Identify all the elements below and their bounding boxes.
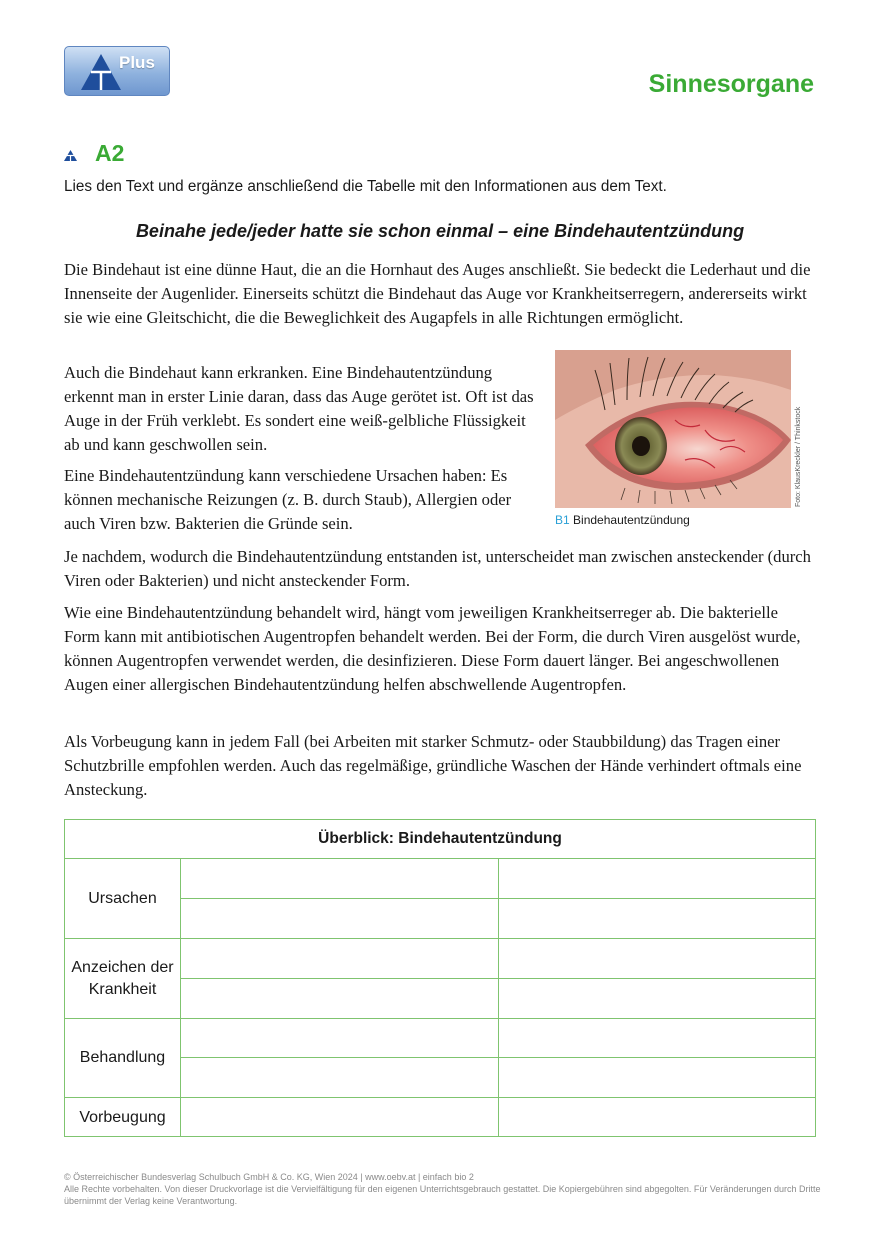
- paragraph-4: Je nachdem, wodurch die Bindehautentzündung entstanden ist, unterscheidet man zwischen ansteckender (durch Viren oder Bakterien) und nicht ansteckender Form.: [64, 547, 811, 590]
- article-heading: Beinahe jede/jeder hatte sie schon einmal – eine Bindehautentzündung: [135, 221, 745, 241]
- figure-number: B1: [555, 513, 570, 527]
- answer-cell[interactable]: [181, 1058, 498, 1097]
- footer-copyright: © Österreichischer Bundesverlag Schulbuch GmbH & Co. KG, Wien 2024 | www.oebv.at | einfach bio 2: [64, 1172, 474, 1182]
- paragraph-2: Auch die Bindehaut kann erkranken. Eine Bindehautentzündung erkennt man in erster Linie daran, dass das Auge gerötet ist. Oft ist das Auge in der Früh verklebt. Es sondert eine weiß-gelbliche Flüssigkeit ab und kann geschwollen sein.: [64, 363, 534, 454]
- paragraph-3: Eine Bindehautentzündung kann verschiedene Ursachen haben: Es können mechanische Reizungen (z. B. durch Staub), Allergien oder auch Viren bzw. Bakterien die Gründe sein.: [64, 466, 512, 533]
- footer-rights: Alle Rechte vorbehalten. Von dieser Druckvorlage ist die Vervielfältigung für den eigenen Unterrichtsgebrauch gestattet. Die Kopiergebühren sind abgegolten. Für Veränderungen durch Dritte übernimmt der Verlag keine Verantwortung.: [64, 1184, 821, 1206]
- answer-cell[interactable]: [181, 979, 498, 1018]
- answer-cell[interactable]: [499, 1058, 816, 1097]
- row-label-ursachen: Ursachen: [88, 889, 157, 907]
- overview-table: [64, 819, 816, 1137]
- answer-cell[interactable]: [499, 899, 816, 938]
- paragraph-5: Wie eine Bindehautentzündung behandelt wird, hängt vom jeweiligen Krankheitserreger ab. Die bakterielle Form kann mit antibiotischen Augentropfen behandelt werden. Bei der Form, die durch Viren ausgelöst wurde, können Augentropfen verwendet werden, die desinfizieren. Diese Form dauert länger. Bei angeschwollenen Augen einer allergischen Bindehautentzündung helfen abschwellende Augentropfen.: [64, 603, 801, 694]
- row-label-anzeichen: Anzeichen der Krankheit: [71, 958, 174, 998]
- answer-cell[interactable]: [181, 859, 498, 898]
- answer-cell[interactable]: [499, 1019, 816, 1057]
- page-title: Sinnesorgane: [648, 70, 814, 98]
- answer-cell[interactable]: [499, 979, 816, 1018]
- task-instruction: Lies den Text und ergänze anschließend die Tabelle mit den Informationen aus dem Text.: [64, 178, 667, 195]
- paragraph-6: Als Vorbeugung kann in jedem Fall (bei Arbeiten mit starker Schmutz- oder Staubbildung) das Tragen einer Schutzbrille empfohlen werden. Auch das regelmäßige, gründliche Waschen der Hände verhindert oftmals eine Ansteckung.: [64, 732, 802, 799]
- triangle-icon: [64, 150, 77, 161]
- triangle-logo-icon: [79, 52, 123, 92]
- task-label: A2: [95, 140, 125, 166]
- answer-cell[interactable]: [181, 1019, 498, 1057]
- row-label-vorbeugung: Vorbeugung: [79, 1108, 166, 1126]
- table-title: Überblick: Bindehautentzündung: [318, 830, 562, 847]
- footer: [64, 1171, 824, 1207]
- answer-cell[interactable]: [181, 1098, 498, 1137]
- eye-photo: [555, 350, 791, 508]
- photo-credit: Foto: KlausKreckler / Thinkstock: [795, 406, 802, 507]
- plus-logo: [64, 46, 170, 96]
- row-label-behandlung: Behandlung: [79, 1049, 166, 1066]
- logo-text: Plus: [119, 53, 155, 72]
- answer-cell[interactable]: [499, 1098, 816, 1137]
- figure-caption: [555, 513, 690, 527]
- answer-cell[interactable]: [499, 859, 816, 898]
- figure-caption-text: Bindehautentzündung: [573, 513, 690, 527]
- answer-cell[interactable]: [181, 939, 498, 978]
- paragraph-1: Die Bindehaut ist eine dünne Haut, die an die Hornhaut des Auges anschließt. Sie bedeckt die Lederhaut und die Innenseite der Augenlider. Einerseits schützt die Bindehaut das Auge vor Krankheitserregern, andererseits wirkt sie wie eine Gleitschicht, die die Beweglichkeit des Augapfels in alle Richtungen ermöglicht.: [64, 260, 811, 327]
- answer-cell[interactable]: [499, 939, 816, 978]
- answer-cell[interactable]: [181, 899, 498, 938]
